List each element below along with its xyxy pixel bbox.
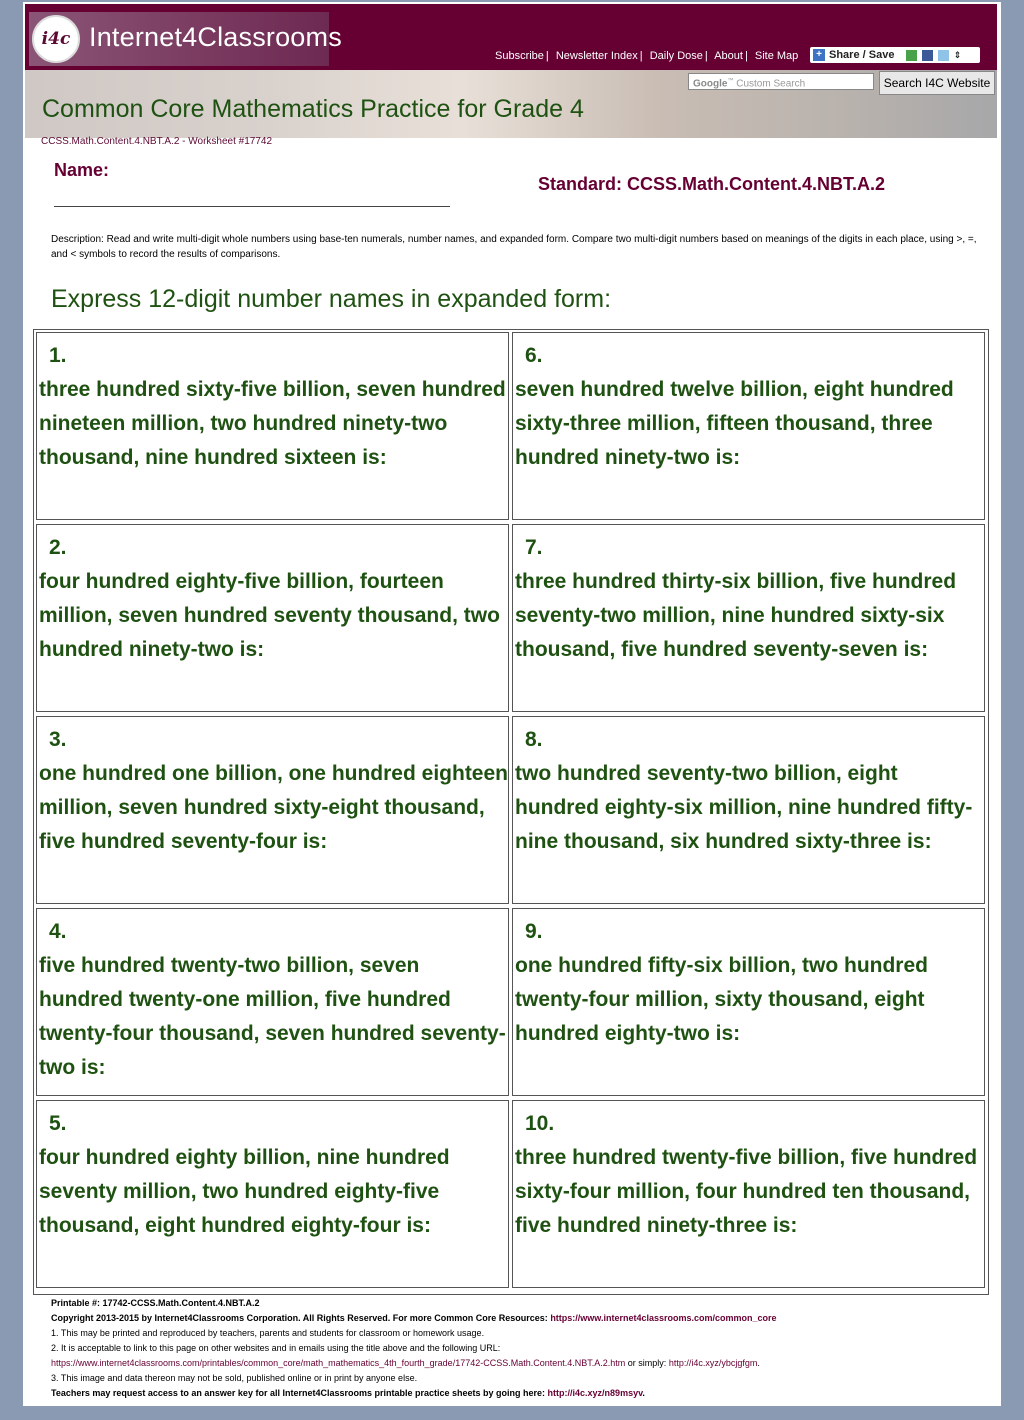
problem-number: 3. [49,728,67,751]
short-url-link[interactable]: http://i4c.xyz/ybcjgfgm [668,1358,758,1368]
problem-number: 7. [525,536,543,559]
copyright-line [51,1311,991,1326]
common-core-link[interactable]: https://www.internet4classrooms.com/common_core [550,1313,777,1323]
problem-cell [36,332,509,520]
usage-note-3: 3. This image and data thereon may not be sold, published online or in print by anyone else. [51,1373,418,1383]
problem-cell [36,1100,509,1288]
twitter-icon [938,50,949,61]
logo-text: Internet4Classrooms [89,22,342,52]
problem-text: two hundred seventy-two billion, eight hundred eighty-six million, nine hundred fifty-nine thousand, six hundred sixty-three is: [515,762,973,853]
problem-number: 6. [525,344,543,367]
problem-text: one hundred one billion, one hundred eighteen million, seven hundred sixty-eight thousand, five hundred seventy-four is: [39,762,508,853]
standard-label: Standard: CCSS.Math.Content.4.NBT.A.2 [538,174,886,194]
problem-text: four hundred eighty-five billion, fourteen million, seven hundred seventy thousand, two hundred ninety-two is: [39,570,500,661]
footer [51,1296,991,1401]
share-save-button[interactable] [810,47,980,63]
answer-key-link[interactable]: http://i4c.xyz/n89msyv [547,1388,643,1398]
problem-number: 10. [525,1112,555,1135]
problem-cell [36,524,509,712]
instruction: Express 12-digit number names in expanded form: [51,285,612,313]
copyright-text: Copyright 2013-2015 by Internet4Classrooms Corporation. All Rights Reserved. For more Common Core Resources: [51,1313,548,1323]
problem-cell [36,716,509,904]
problem-number: 1. [49,344,67,367]
logo-badge-icon: i4c [32,15,80,63]
problem-text: three hundred thirty-six billion, five hundred seventy-two million, nine hundred sixty-six thousand, five hundred seventy-seven is: [515,570,957,661]
search-placeholder: Custom Search [736,78,806,90]
usage-note-2-urls: https://www.internet4classrooms.com/printables/common_core/math_mathematics_4th_fourth_grade/17742-CCSS.Math.Content.4.NBT.A.2.htm or simply: http://i4c.xyz/ybcjgfgm. [51,1358,760,1368]
search-input[interactable]: Google™ Custom Search [688,73,874,90]
problem-number: 9. [525,920,543,943]
problem-number: 4. [49,920,67,943]
site-header [25,4,997,70]
problem-text: four hundred eighty billion, nine hundred seventy million, two hundred eighty-five thousand, eight hundred eighty-four is: [39,1146,450,1237]
worksheet-page [23,2,1001,1406]
problem-text: five hundred twenty-two billion, seven hundred twenty-one million, five hundred twenty-four thousand, seven hundred seventy-two is: [39,954,506,1079]
or-simply-text: or simply: [627,1358,667,1368]
share-label: Share / Save [829,49,895,61]
facebook-icon [922,50,933,61]
worksheet-id: CCSS.Math.Content.4.NBT.A.2 - Worksheet #17742 [41,136,273,147]
nav-site-map[interactable]: Site Map [754,50,799,62]
top-navigation: Subscribe | Newsletter Index | Daily Dose | About | Site Map [495,50,799,62]
chevron-updown-icon: ⇕ [953,50,962,60]
problem-cell [512,332,985,520]
nav-subscribe[interactable]: Subscribe [495,50,544,62]
problem-cell [512,908,985,1096]
problem-cell [512,524,985,712]
problem-number: 5. [49,1112,67,1135]
nav-newsletter-index[interactable]: Newsletter Index [555,50,638,62]
answer-key-line: Teachers may request access to an answer key for all Internet4Classrooms printable practice sheets by going here: http://i4c.xyz/n89msyv. [51,1388,645,1398]
problem-cell [36,908,509,1096]
site-logo[interactable] [29,12,342,66]
usage-note-2: 2. It is acceptable to link to this page on other websites and in emails using the title above and the following URL: [51,1343,501,1353]
page-title: Common Core Mathematics Practice for Grade 4 [42,95,584,123]
printable-number: Printable #: 17742-CCSS.Math.Content.4.NBT.A.2 [51,1298,260,1308]
problem-text: three hundred sixty-five billion, seven hundred nineteen million, two hundred ninety-two thousand, nine hundred sixteen is: [39,378,506,469]
answer-key-text: Teachers may request access to an answer key for all Internet4Classrooms printable practice sheets by going here: [51,1388,546,1398]
problem-number: 2. [49,536,67,559]
worksheet-url-link[interactable]: https://www.internet4classrooms.com/printables/common_core/math_mathematics_4th_fourth_grade/17742-CCSS.Math.Content.4.NBT.A.2.htm [51,1358,626,1368]
description: Description: Read and write multi-digit whole numbers using base-ten numerals, number names, and expanded form. Compare two multi-digit numbers based on meanings of the digits in each place, using >, =, and < symbols to record the results of comparisons. [51,234,977,260]
usage-note-1: 1. This may be printed and reproduced by teachers, parents and students for classroom or homework usage. [51,1328,485,1338]
search-button[interactable]: Search I4C Website [879,71,995,95]
nav-daily-dose[interactable]: Daily Dose [649,50,703,62]
share-green-icon [906,50,917,61]
plus-icon: + [813,49,825,61]
name-answer-line [54,206,450,207]
problem-cell [512,716,985,904]
problem-number: 8. [525,728,543,751]
name-label: Name: [54,160,110,180]
nav-about[interactable]: About [714,50,743,62]
problem-text: three hundred twenty-five billion, five hundred sixty-four million, four hundred ten thousand, five hundred ninety-three is: [515,1146,978,1237]
problem-grid [33,329,989,1295]
problem-cell [512,1100,985,1288]
google-logo: Google [693,78,728,90]
problem-text: seven hundred twelve billion, eight hundred sixty-three million, fifteen thousand, three hundred ninety-two is: [515,378,954,469]
problem-text: one hundred fifty-six billion, two hundred twenty-four million, sixty thousand, eight hundred eighty-two is: [515,954,928,1045]
